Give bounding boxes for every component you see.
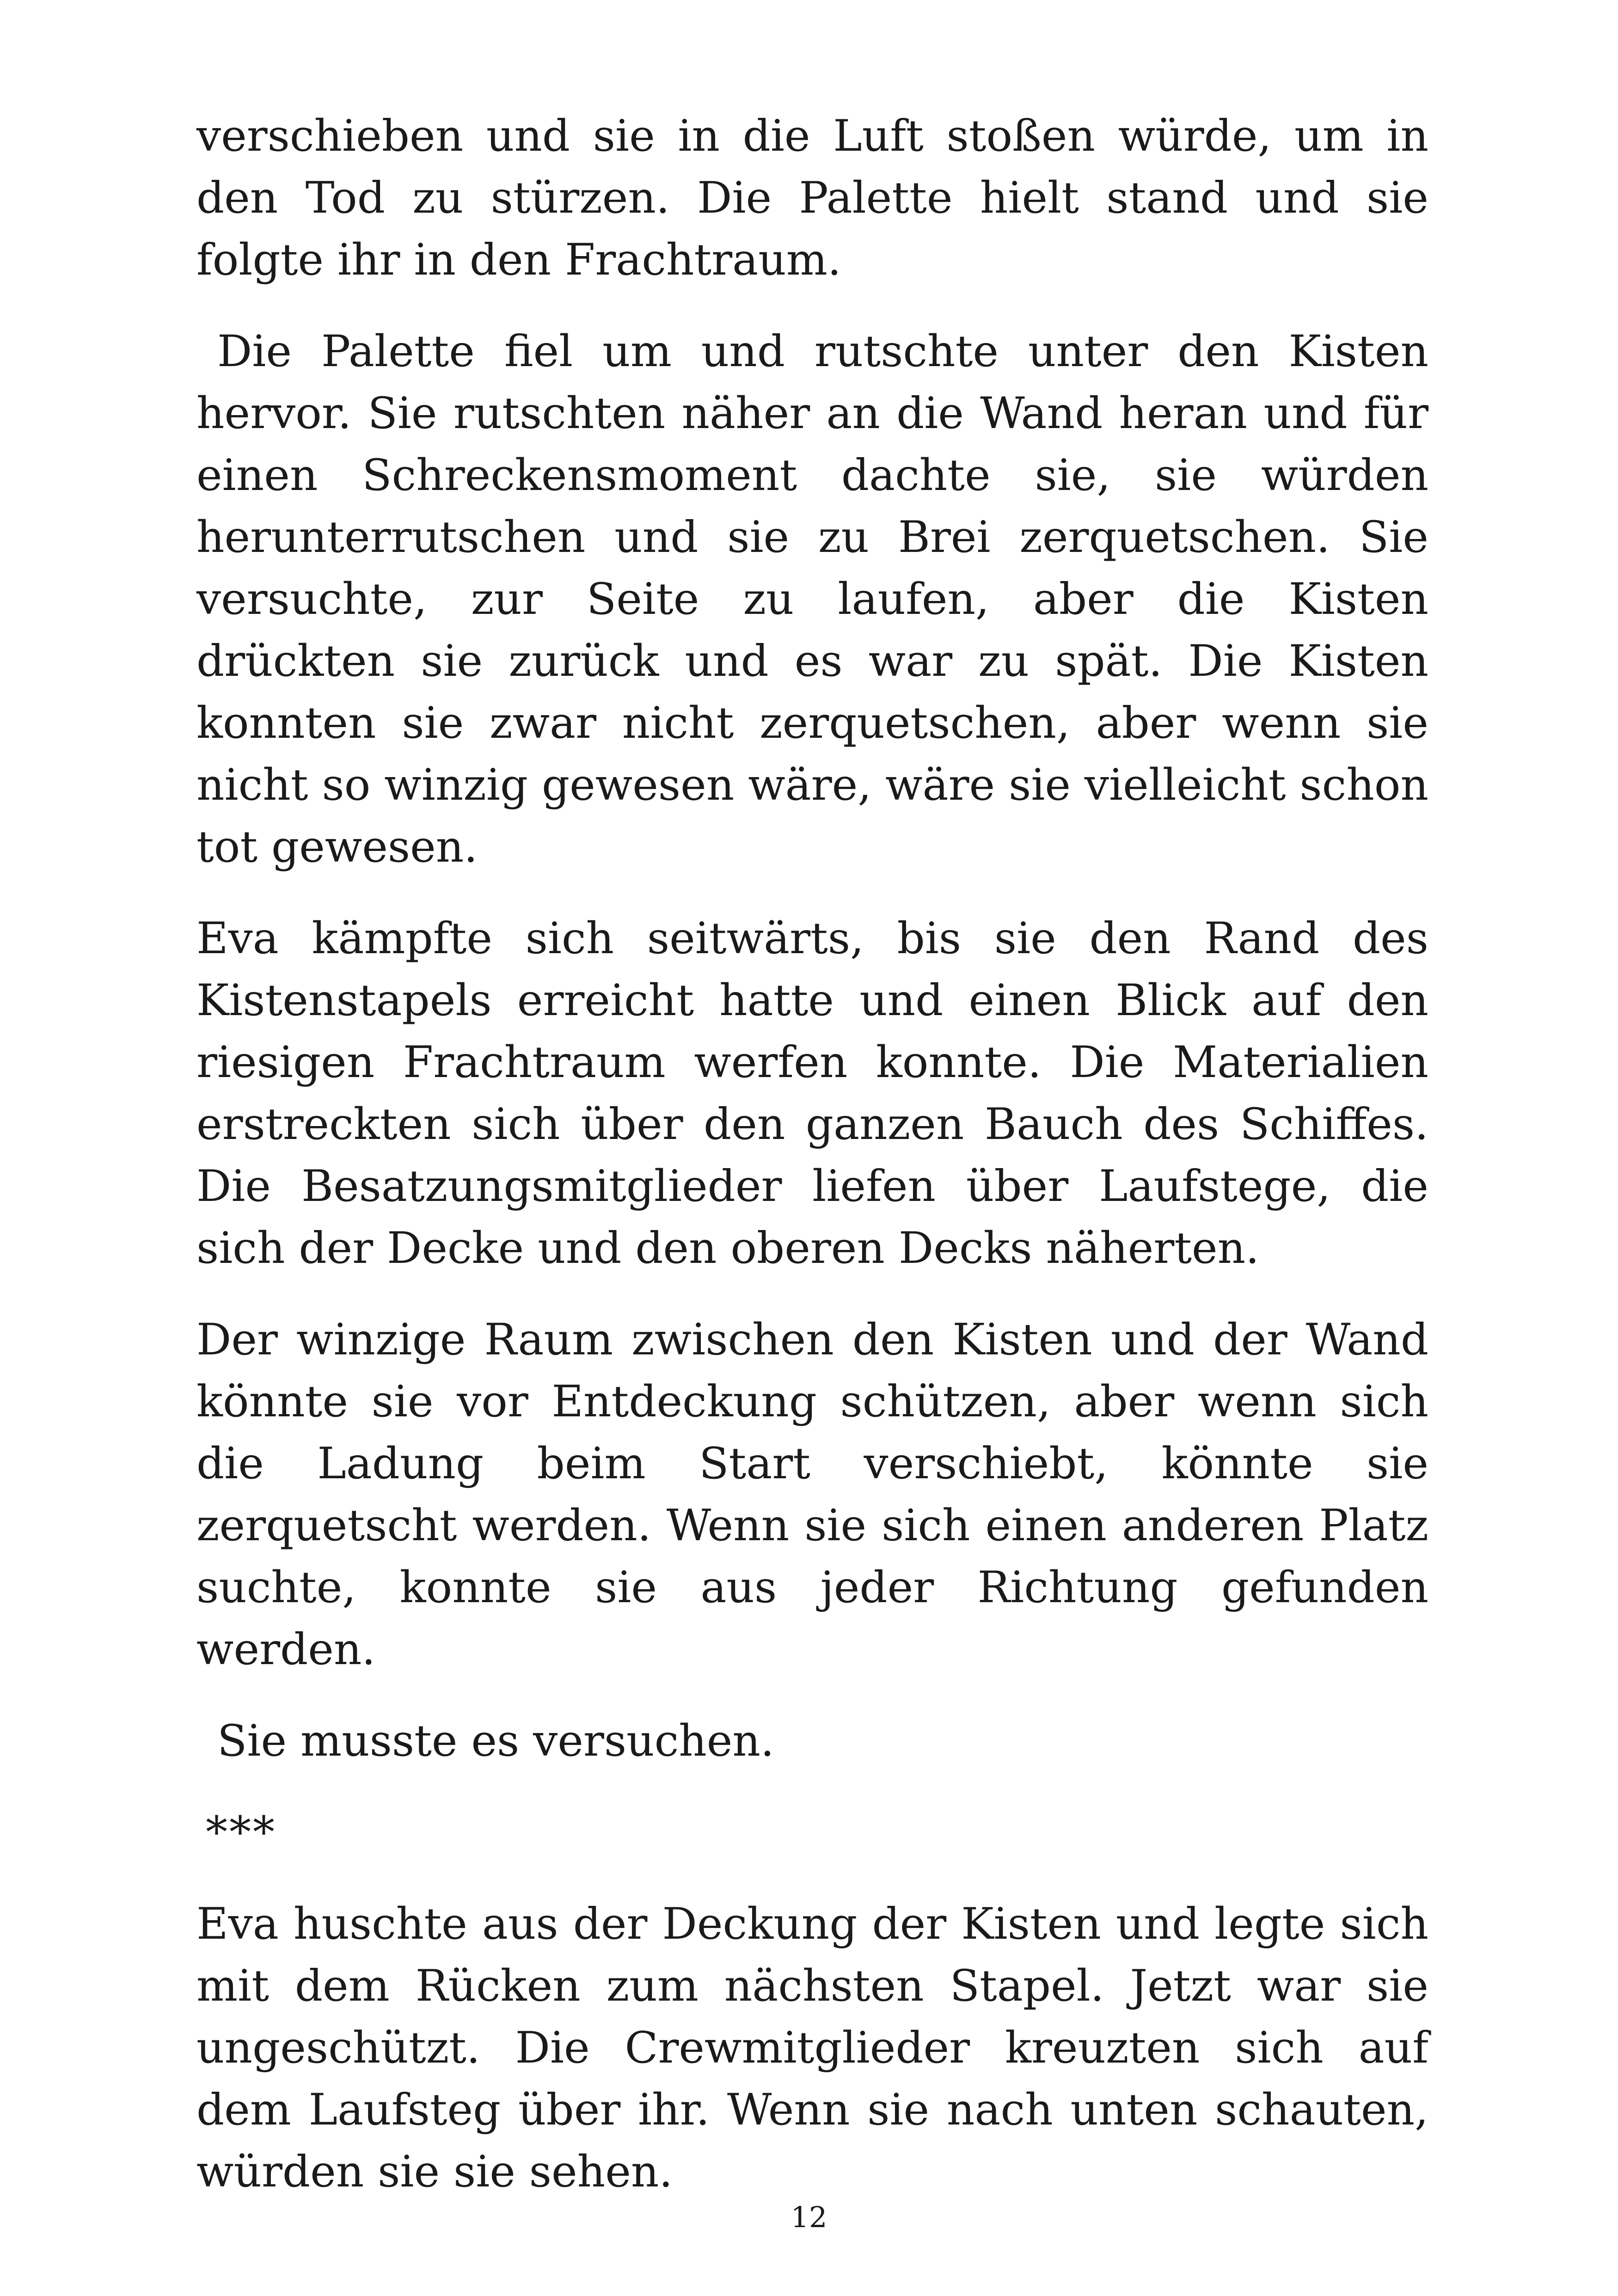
- scene-break: ***: [206, 1807, 276, 1858]
- paragraph-1: verschieben und sie in die Luft stoßen würde, um in den Tod zu stürzen. Die Palette hielt stand und sie folgte ihr in den Frachtraum.: [196, 111, 1428, 285]
- body-text: [196, 105, 1428, 2233]
- paragraph-3: Eva kämpfte sich seitwärts, bis sie den Rand des Kistenstapels erreicht hatte und einen Blick auf den riesigen Frachtraum werfen konnte. Die Materialien erstreckten sich über den ganzen Bauch des Schiffes. Die Besatzungsmitglieder liefen über Laufstege, die sich der Decke und den oberen Decks näherten.: [196, 913, 1428, 1274]
- page-number: 12: [791, 2200, 827, 2234]
- paragraph-6: Eva huschte aus der Deckung der Kisten und legte sich mit dem Rücken zum nächsten Stapel. Jetzt war sie ungeschützt. Die Crewmitglieder kreuzten sich auf dem Laufsteg über ihr. Wenn sie nach unten schauten, würden sie sie sehen.: [196, 1899, 1428, 2197]
- paragraph-4: Der winzige Raum zwischen den Kisten und der Wand könnte sie vor Entdeckung schützen, aber wenn sich die Ladung beim Start verschiebt, könnte sie zerquetscht werden. Wenn sie sich einen anderen Platz suchte, konnte sie aus jeder Richtung gefunden werden.: [196, 1315, 1428, 1675]
- paragraph-5: Sie musste es versuchen.: [217, 1716, 774, 1766]
- paragraph-2: Die Palette fiel um und rutschte unter den Kisten hervor. Sie rutschten näher an die Wand heran und für einen Schreckensmoment dachte sie, sie würden herunterrutschen und sie zu Brei zerquetschen. Sie versuchte, zur Seite zu laufen, aber die Kisten drückten sie zurück und es war zu spät. Die Kisten konnten sie zwar nicht zerquetschen, aber wenn sie nicht so winzig gewesen wäre, wäre sie vielleicht schon tot gewesen.: [196, 326, 1428, 872]
